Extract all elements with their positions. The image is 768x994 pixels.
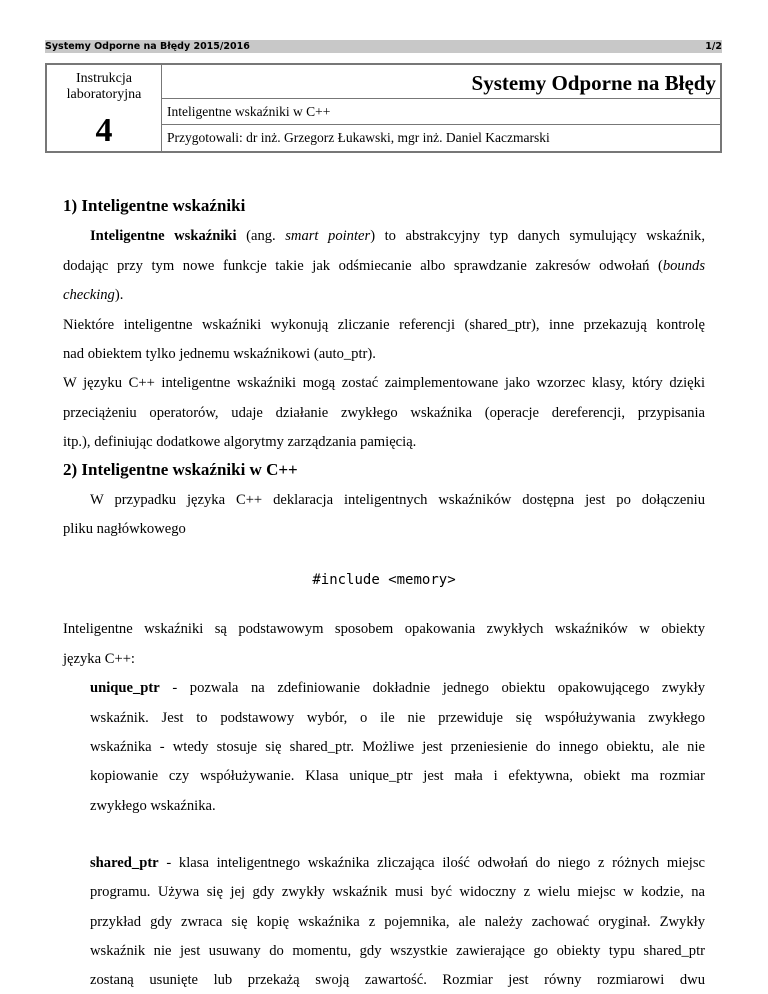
text-run: Niektóre inteligentne wskaźniki wykonują zliczanie referencji (shared_ptr), inne przekazują kontrolę — [63, 317, 705, 333]
text-line — [90, 767, 705, 785]
text-run: W języku C++ inteligentne wskaźniki mogą zostać zaimplementowane jako wzorzec klasy, który dzięki — [63, 375, 705, 391]
header-page-number: 1/2 — [705, 41, 722, 52]
title-cell — [162, 65, 720, 151]
text-run: dodając przy tym nowe funkcje takie jak odśmiecanie albo sprawdzanie zakresów odwołań ( — [63, 258, 663, 274]
text-run: pliku nagłówkowego — [63, 521, 186, 537]
text-run: itp.), definiując dodatkowe algorytmy zarządzania pamięcią. — [63, 434, 417, 450]
topic: Inteligentne wskaźniki w C++ — [162, 99, 720, 125]
text-run: zostaną usunięte lub przekażą swoją zawartość. Rozmiar jest równy rozmiarowi dwu — [90, 972, 705, 988]
text-line — [63, 257, 705, 275]
text-run: (ang. — [236, 228, 286, 244]
text-line — [90, 679, 705, 697]
text-line — [90, 797, 216, 815]
text-run: W przypadku języka C++ deklaracja inteligentnych wskaźników dostępna jest po dołączeniu — [90, 492, 705, 508]
authors: Przygotowali: dr inż. Grzegorz Łukawski, mgr inż. Daniel Kaczmarski — [167, 130, 550, 145]
text-line — [63, 650, 135, 668]
lab-number-cell — [47, 65, 162, 151]
text-run: wskaźnika - wtedy stosuje się shared_ptr. Możliwe jest przeniesienie do innego obiektu, ale nie — [90, 739, 705, 755]
lab-number: 4 — [95, 112, 113, 149]
text-line — [90, 854, 705, 872]
section-2-heading: 2) Inteligentne wskaźniki w C++ — [63, 460, 298, 479]
text-run: wskaźnik. Jest to podstawowy wybór, o ile nie przewiduje się współużywania zwykłego — [90, 710, 705, 726]
text-run: zwykłego wskaźnika. — [90, 798, 216, 814]
text-run: Inteligentne wskaźniki są podstawowym sposobem opakowania zwykłych wskaźników w obiekty — [63, 621, 705, 637]
text-line — [90, 709, 705, 727]
text-line — [90, 971, 705, 989]
text-line — [63, 286, 123, 304]
text-run: przykład gdy zwraca się kopię wskaźnika z pojemnika, ale należy zachować oryginał. Zwykły — [90, 914, 705, 930]
text-run: kopiowanie czy współużywanie. Klasa unique_ptr jest mała i efektywna, obiekt ma rozmiar — [90, 768, 705, 784]
lab-label: Instrukcja laboratoryjna — [66, 71, 142, 102]
text-line — [90, 942, 705, 960]
italic-term: smart pointer — [285, 228, 371, 244]
text-line — [90, 227, 705, 245]
text-line — [63, 404, 705, 422]
bold-term: shared_ptr — [90, 855, 159, 871]
text-run: ) to abstrakcyjny typ danych symulujący wskaźnik, — [370, 228, 706, 244]
text-line — [63, 345, 376, 363]
section-1-heading: 1) Inteligentne wskaźniki — [63, 196, 246, 215]
text-line — [90, 883, 705, 901]
text-run: wskaźnik nie jest usuwany do momentu, gdy wszystkie zawierające go obiekty typu shared_ptr — [90, 943, 705, 959]
text-run: języka C++: — [63, 651, 135, 667]
document-title: Systemy Odporne na Błędy — [162, 65, 720, 99]
text-line — [63, 316, 705, 334]
text-line — [63, 620, 705, 638]
italic-term: checking — [63, 287, 115, 303]
header-course: Systemy Odporne na Błędy 2015/2016 — [45, 41, 250, 52]
text-run: programu. Używa się jej gdy zwykły wskaźnik musi być widoczny z wielu miejsc w kodzie, na — [90, 884, 705, 900]
text-run: przeciążeniu operatorów, udaje działanie zwykłego wskaźnika (operacje dereferencji, przypisania — [63, 405, 705, 421]
text-line — [90, 738, 705, 756]
text-run: ). — [114, 287, 124, 303]
text-run: - klasa inteligentnego wskaźnika zliczająca ilość odwołań do niego z różnych miejsc — [158, 855, 705, 871]
text-line — [63, 433, 416, 451]
bold-term: Inteligentne wskaźniki — [90, 228, 237, 244]
text-run: nad obiektem tylko jednemu wskaźnikowi (auto_ptr). — [63, 346, 376, 362]
text-run: - pozwala na zdefiniowanie dokładnie jednego obiektu opakowującego zwykły — [159, 680, 705, 696]
running-header — [45, 40, 722, 53]
text-line — [63, 374, 705, 392]
title-box — [45, 63, 722, 153]
text-line — [90, 491, 705, 509]
code-include: #include <memory> — [312, 572, 456, 588]
italic-term: bounds — [662, 258, 705, 274]
text-line — [63, 520, 186, 538]
bold-term: unique_ptr — [90, 680, 160, 696]
text-line — [90, 913, 705, 931]
